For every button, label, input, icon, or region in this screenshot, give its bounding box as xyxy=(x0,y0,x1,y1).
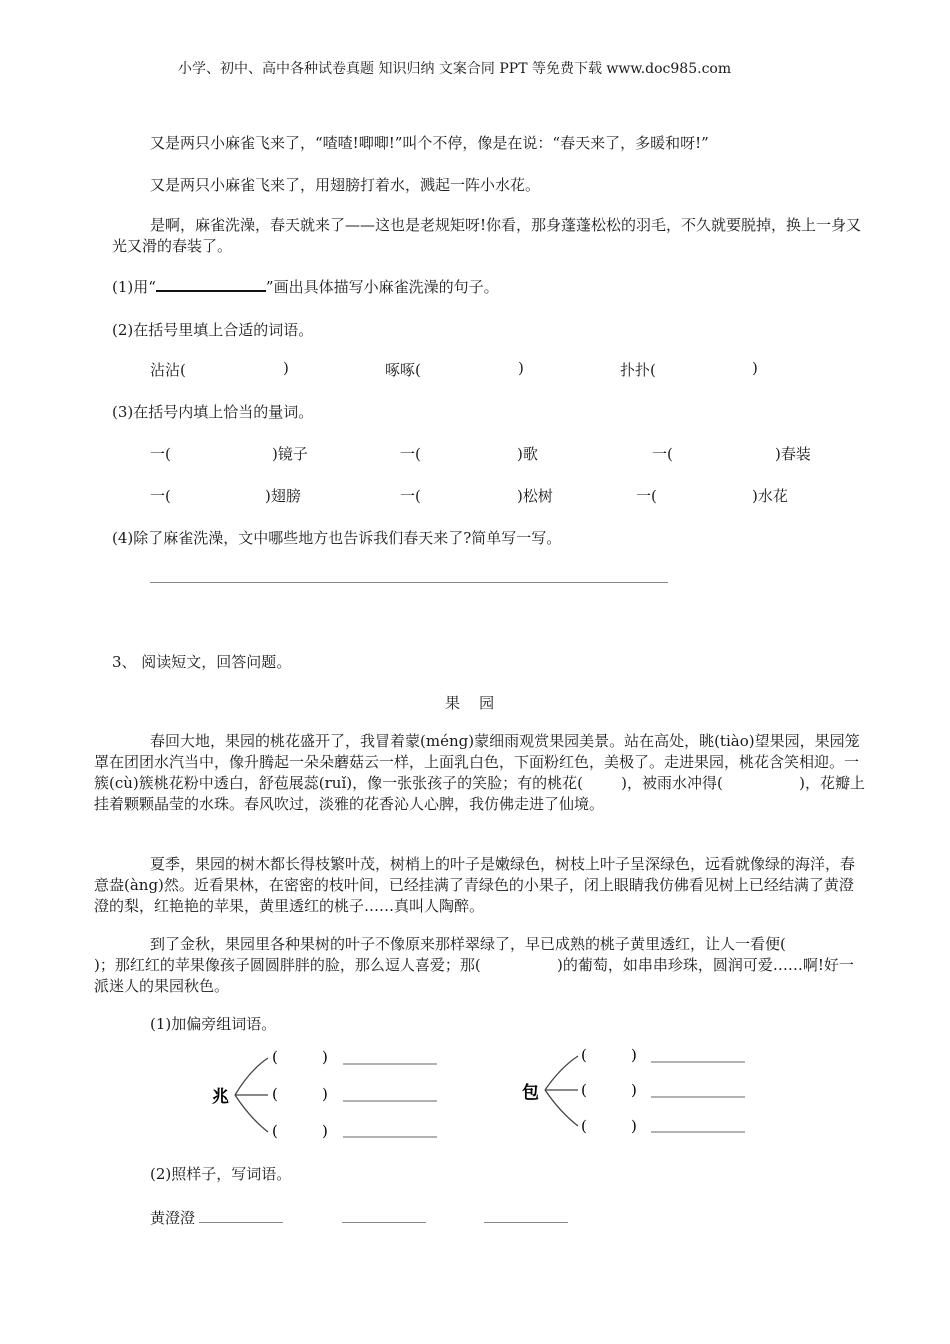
paren-close-bao-2: ) xyxy=(631,1081,637,1099)
paren-close-zhao-2: ) xyxy=(322,1085,328,1103)
example-answer-line-1[interactable] xyxy=(199,1222,283,1223)
branch-lines-bao xyxy=(545,1056,578,1126)
radical-zhao: 兆 xyxy=(212,1087,229,1107)
q2-item-3: 扑扑( xyxy=(620,361,656,379)
question-3: (3)在括号内填上恰当的量词。 xyxy=(112,403,314,421)
passage2-p3: 是啊，麻雀洗澡，春天就来了——这也是老规矩呀!你看，那身蓬蓬松松的羽毛，不久就要脱掉，换上一身又光又滑的春装了。 xyxy=(112,216,862,255)
q3-r1-pre-3: 一( xyxy=(652,445,673,463)
paren-close-bao-1: ) xyxy=(631,1046,637,1064)
q3-r2-post-2[interactable]: )松树 xyxy=(517,487,553,505)
q3-r2-post-1[interactable]: )翅膀 xyxy=(265,487,301,505)
paren-open-bao-1: ( xyxy=(581,1046,587,1064)
question-1 xyxy=(112,276,499,297)
paren-open-zhao-3: ( xyxy=(272,1122,278,1140)
paren-open-bao-3: ( xyxy=(581,1117,587,1135)
paren-close-zhao-1: ) xyxy=(322,1048,328,1066)
paren-open-zhao-1: ( xyxy=(272,1048,278,1066)
radical-group-zhao xyxy=(212,1048,437,1140)
q3-r1-post-1[interactable]: )镜子 xyxy=(272,445,308,463)
radical-bao: 包 xyxy=(522,1083,539,1103)
question-4: (4)除了麻雀洗澡，文中哪些地方也告诉我们春天来了?简单写一写。 xyxy=(112,529,562,547)
q3-r1-pre-1: 一( xyxy=(150,445,171,463)
q3-r2-pre-2: 一( xyxy=(400,487,421,505)
radical-group-bao xyxy=(522,1046,745,1135)
q1-underline-sample xyxy=(156,276,266,292)
section3-q2: (2)照样子，写词语。 xyxy=(150,1165,292,1183)
paren-open-bao-2: ( xyxy=(581,1081,587,1099)
passage2-p2: 又是两只小麻雀飞来了，用翅膀打着水，溅起一阵小水花。 xyxy=(150,176,541,194)
q2-blank-1[interactable]: ) xyxy=(283,359,289,377)
q3-r2-pre-3: 一( xyxy=(636,487,657,505)
q3-r1-post-2[interactable]: )歌 xyxy=(517,445,538,463)
section3-heading: 3、 阅读短文，回答问题。 xyxy=(112,653,292,671)
example-word: 黄澄澄 xyxy=(150,1209,196,1227)
q1-after: ”画出具体描写小麻雀洗澡的句子。 xyxy=(265,278,499,296)
example-answer-line-3[interactable] xyxy=(484,1222,568,1223)
q4-answer-line[interactable] xyxy=(150,582,668,583)
section3-p2: 夏季，果园的树木都长得枝繁叶茂，树梢上的叶子是嫩绿色，树枝上叶子呈深绿色，远看就像绿的海洋，春意盎(àng)然。近看果林，在密密的枝叶间，已经挂满了青绿色的小果子，闭上眼睛我仿佛看见树上已经结满了黄澄澄的梨，红艳艳的苹果，黄里透红的桃子……真叫人陶醉。 xyxy=(94,855,856,915)
q3-r2-pre-1: 一( xyxy=(150,487,171,505)
q3-r1-post-3[interactable]: )春装 xyxy=(775,445,811,463)
q1-before: (1)用“ xyxy=(112,278,156,296)
paren-close-zhao-3: ) xyxy=(322,1122,328,1140)
branch-lines-zhao xyxy=(235,1058,268,1132)
question-2: (2)在括号里填上合适的词语。 xyxy=(112,321,314,339)
q3-r2-post-3[interactable]: )水花 xyxy=(752,487,788,505)
radical-diagram xyxy=(200,1040,760,1150)
section3-q1: (1)加偏旁组词语。 xyxy=(150,1015,277,1033)
section3-title: 果 园 xyxy=(445,694,495,712)
q2-blank-2[interactable]: ) xyxy=(518,359,524,377)
q2-blank-3[interactable]: ) xyxy=(752,359,758,377)
q3-r1-pre-2: 一( xyxy=(400,445,421,463)
passage2-p1: 又是两只小麻雀飞来了，“喳喳!唧唧!”叫个不停，像是在说：“春天来了，多暖和呀!” xyxy=(150,134,709,152)
paren-close-bao-3: ) xyxy=(631,1117,637,1135)
section3-p1: 春回大地，果园的桃花盛开了，我冒着蒙(méng)蒙细雨观赏果园美景。站在高处，眺(tiào)望果园，果园笼罩在团团水汽当中，像升腾起一朵朵蘑菇云一样，上面乳白色，下面粉红色，美极了。走进果园，桃花含笑相迎。一簇(cù)簇桃花粉中透白，舒苞展蕊(ruǐ)，像一张张孩子的笑脸；有的桃花( )，被雨水冲得( )，花瓣上挂着颗颗晶莹的水珠。春风吹过，淡雅的花香沁人心脾，我仿佛走进了仙境。 xyxy=(94,732,865,813)
q2-item-1: 沾沾( xyxy=(150,361,186,379)
section3-p3: 到了金秋，果园里各种果树的叶子不像原来那样翠绿了，早已成熟的桃子黄里透红，让人一看便( )；那红红的苹果像孩子圆圆胖胖的脸，那么逗人喜爱；那( )的葡萄，如串串珍珠，圆润可爱……啊!好一派迷人的果园秋色。 xyxy=(94,935,863,995)
example-answer-line-2[interactable] xyxy=(342,1222,426,1223)
paren-open-zhao-2: ( xyxy=(272,1085,278,1103)
q2-item-2: 啄啄( xyxy=(385,361,421,379)
page-header: 小学、初中、高中各种试卷真题 知识归纳 文案合同 PPT 等免费下载 www.doc985.com xyxy=(178,61,732,77)
